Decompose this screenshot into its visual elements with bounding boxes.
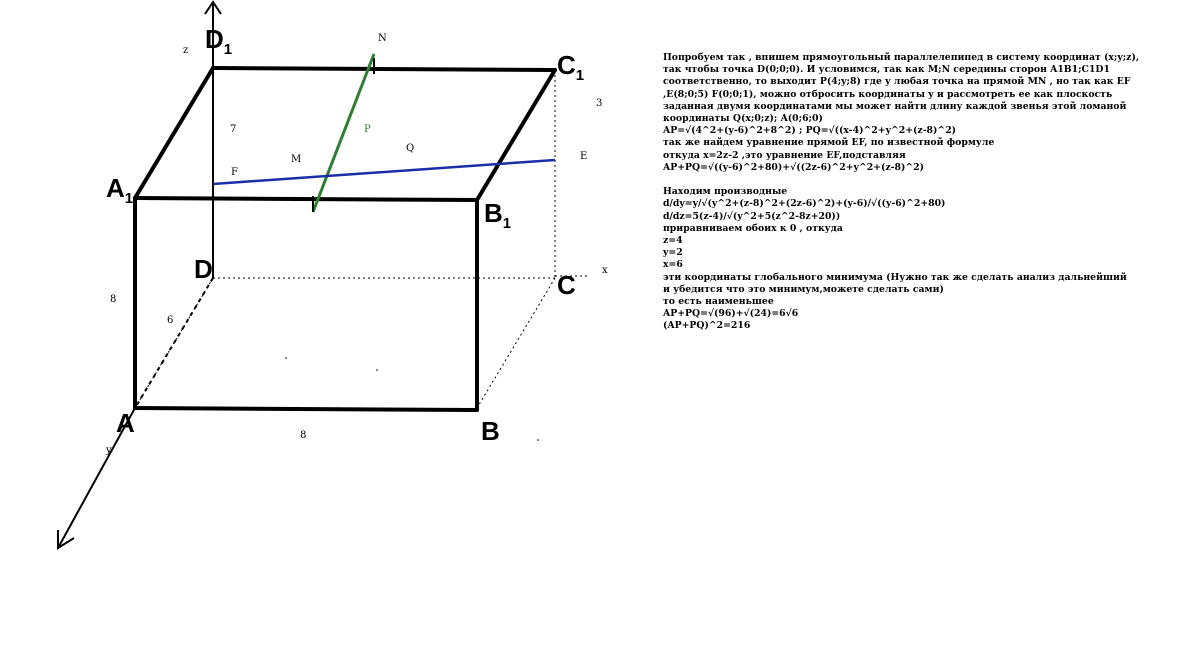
point-label-q: Q (406, 143, 415, 154)
solution-line: x=6 (663, 259, 683, 271)
point-label-f: F (231, 167, 238, 178)
solution-line: (AP+PQ)^2=216 (663, 320, 751, 332)
solution-line (663, 174, 1163, 186)
point-label-e: E (580, 151, 588, 162)
solution-line: эти координаты глобального минимума (Нужно так же сделать анализ дальнейший (663, 271, 1127, 283)
dimension-aa1: 8 (110, 294, 117, 305)
vertex-label-a: A (116, 408, 135, 438)
solution-line: соответственно, то выходит P(4;y;8) где y любая точка на прямой MN , но так как EF (663, 76, 1131, 88)
solution-line: y=2 (663, 247, 683, 259)
dimension-ab: 8 (300, 430, 307, 441)
vertex-label-c: C (557, 270, 576, 300)
solution-line: AP+PQ=√(96)+√(24)=6√6 (663, 308, 799, 320)
solution-line: AP=√(4^2+(y-6)^2+8^2) ; PQ=√((x-4)^2+y^2+(z-8)^2) (663, 125, 957, 137)
speck (285, 357, 287, 359)
solution-line: AP+PQ=√((y-6)^2+80)+√((2z-6)^2+y^2+(z-8)^2) (663, 161, 925, 173)
speck (376, 369, 378, 371)
edge-d1c1 (213, 68, 555, 70)
edge-d1a1 (135, 68, 213, 198)
vertex-label-b1: B1 (484, 198, 512, 232)
axis-label-z: z (183, 45, 189, 56)
solution-line: d/dy=y/√(y^2+(z-8)^2+(2z-6)^2)+(y-6)/√((y-6)^2+80) (663, 198, 946, 210)
dimension-dd1: 7 (230, 124, 237, 135)
axis-label-x: x (602, 265, 608, 276)
point-label-p: P (364, 124, 371, 135)
point-label-m: M (291, 154, 302, 165)
vertex-label-a1: A1 (106, 173, 134, 207)
vertex-label-b: B (481, 416, 500, 446)
vertex-label-d: D (194, 254, 213, 284)
axis-label-y: y (106, 445, 112, 456)
edge-c1b1 (477, 70, 555, 200)
point-label-n: N (378, 33, 387, 44)
solution-line: z=4 (663, 235, 683, 247)
solution-line: приравниваем обоих к 0 , откуда (663, 222, 843, 234)
edge-ab (135, 408, 477, 410)
solution-line: так чтобы точка D(0;0;0). И условимся, так как M;N середины сторон A1B1;C1D1 (663, 64, 1110, 76)
line-ef (213, 160, 555, 184)
solution-line: координаты Q(x;0;z); A(0;6;0) (663, 113, 823, 125)
solution-line: откуда x=2z-2 ,это уравнение EF,подставляя (663, 149, 906, 161)
dimension-ad: 6 (167, 315, 174, 326)
dimension-cc1: 3 (596, 98, 603, 109)
solution-line: d/dz=5(z-4)/√(y^2+5(z^2-8z+20)) (663, 210, 841, 222)
vertex-label-d1: D1 (205, 24, 233, 58)
solution-line: и убедится что это минимум,можете сделать сами) (663, 283, 944, 295)
edge-cb-hidden (477, 278, 555, 408)
solution-line: Попробуем так , впишем прямоугольный параллелепипед в систему координат (x;y;z), (663, 52, 1140, 63)
solution-text (663, 52, 1163, 333)
solution-line: так же найдем уравнение прямой EF, по известной формуле (663, 137, 995, 149)
edge-a1b1 (135, 198, 477, 200)
solution-line: Находим производные (663, 186, 788, 198)
speck (537, 439, 539, 441)
vertex-label-c1: C1 (557, 50, 585, 84)
solution-line: то есть наименьшее (663, 296, 774, 308)
solution-line: ,E(8;0;5) F(0;0;1), можно отбросить координаты y и рассмотреть ее как плоскость (663, 88, 1113, 100)
solution-line: заданная двумя координатами мы может найти длину каждой звенья этой ломаной (663, 100, 1127, 112)
